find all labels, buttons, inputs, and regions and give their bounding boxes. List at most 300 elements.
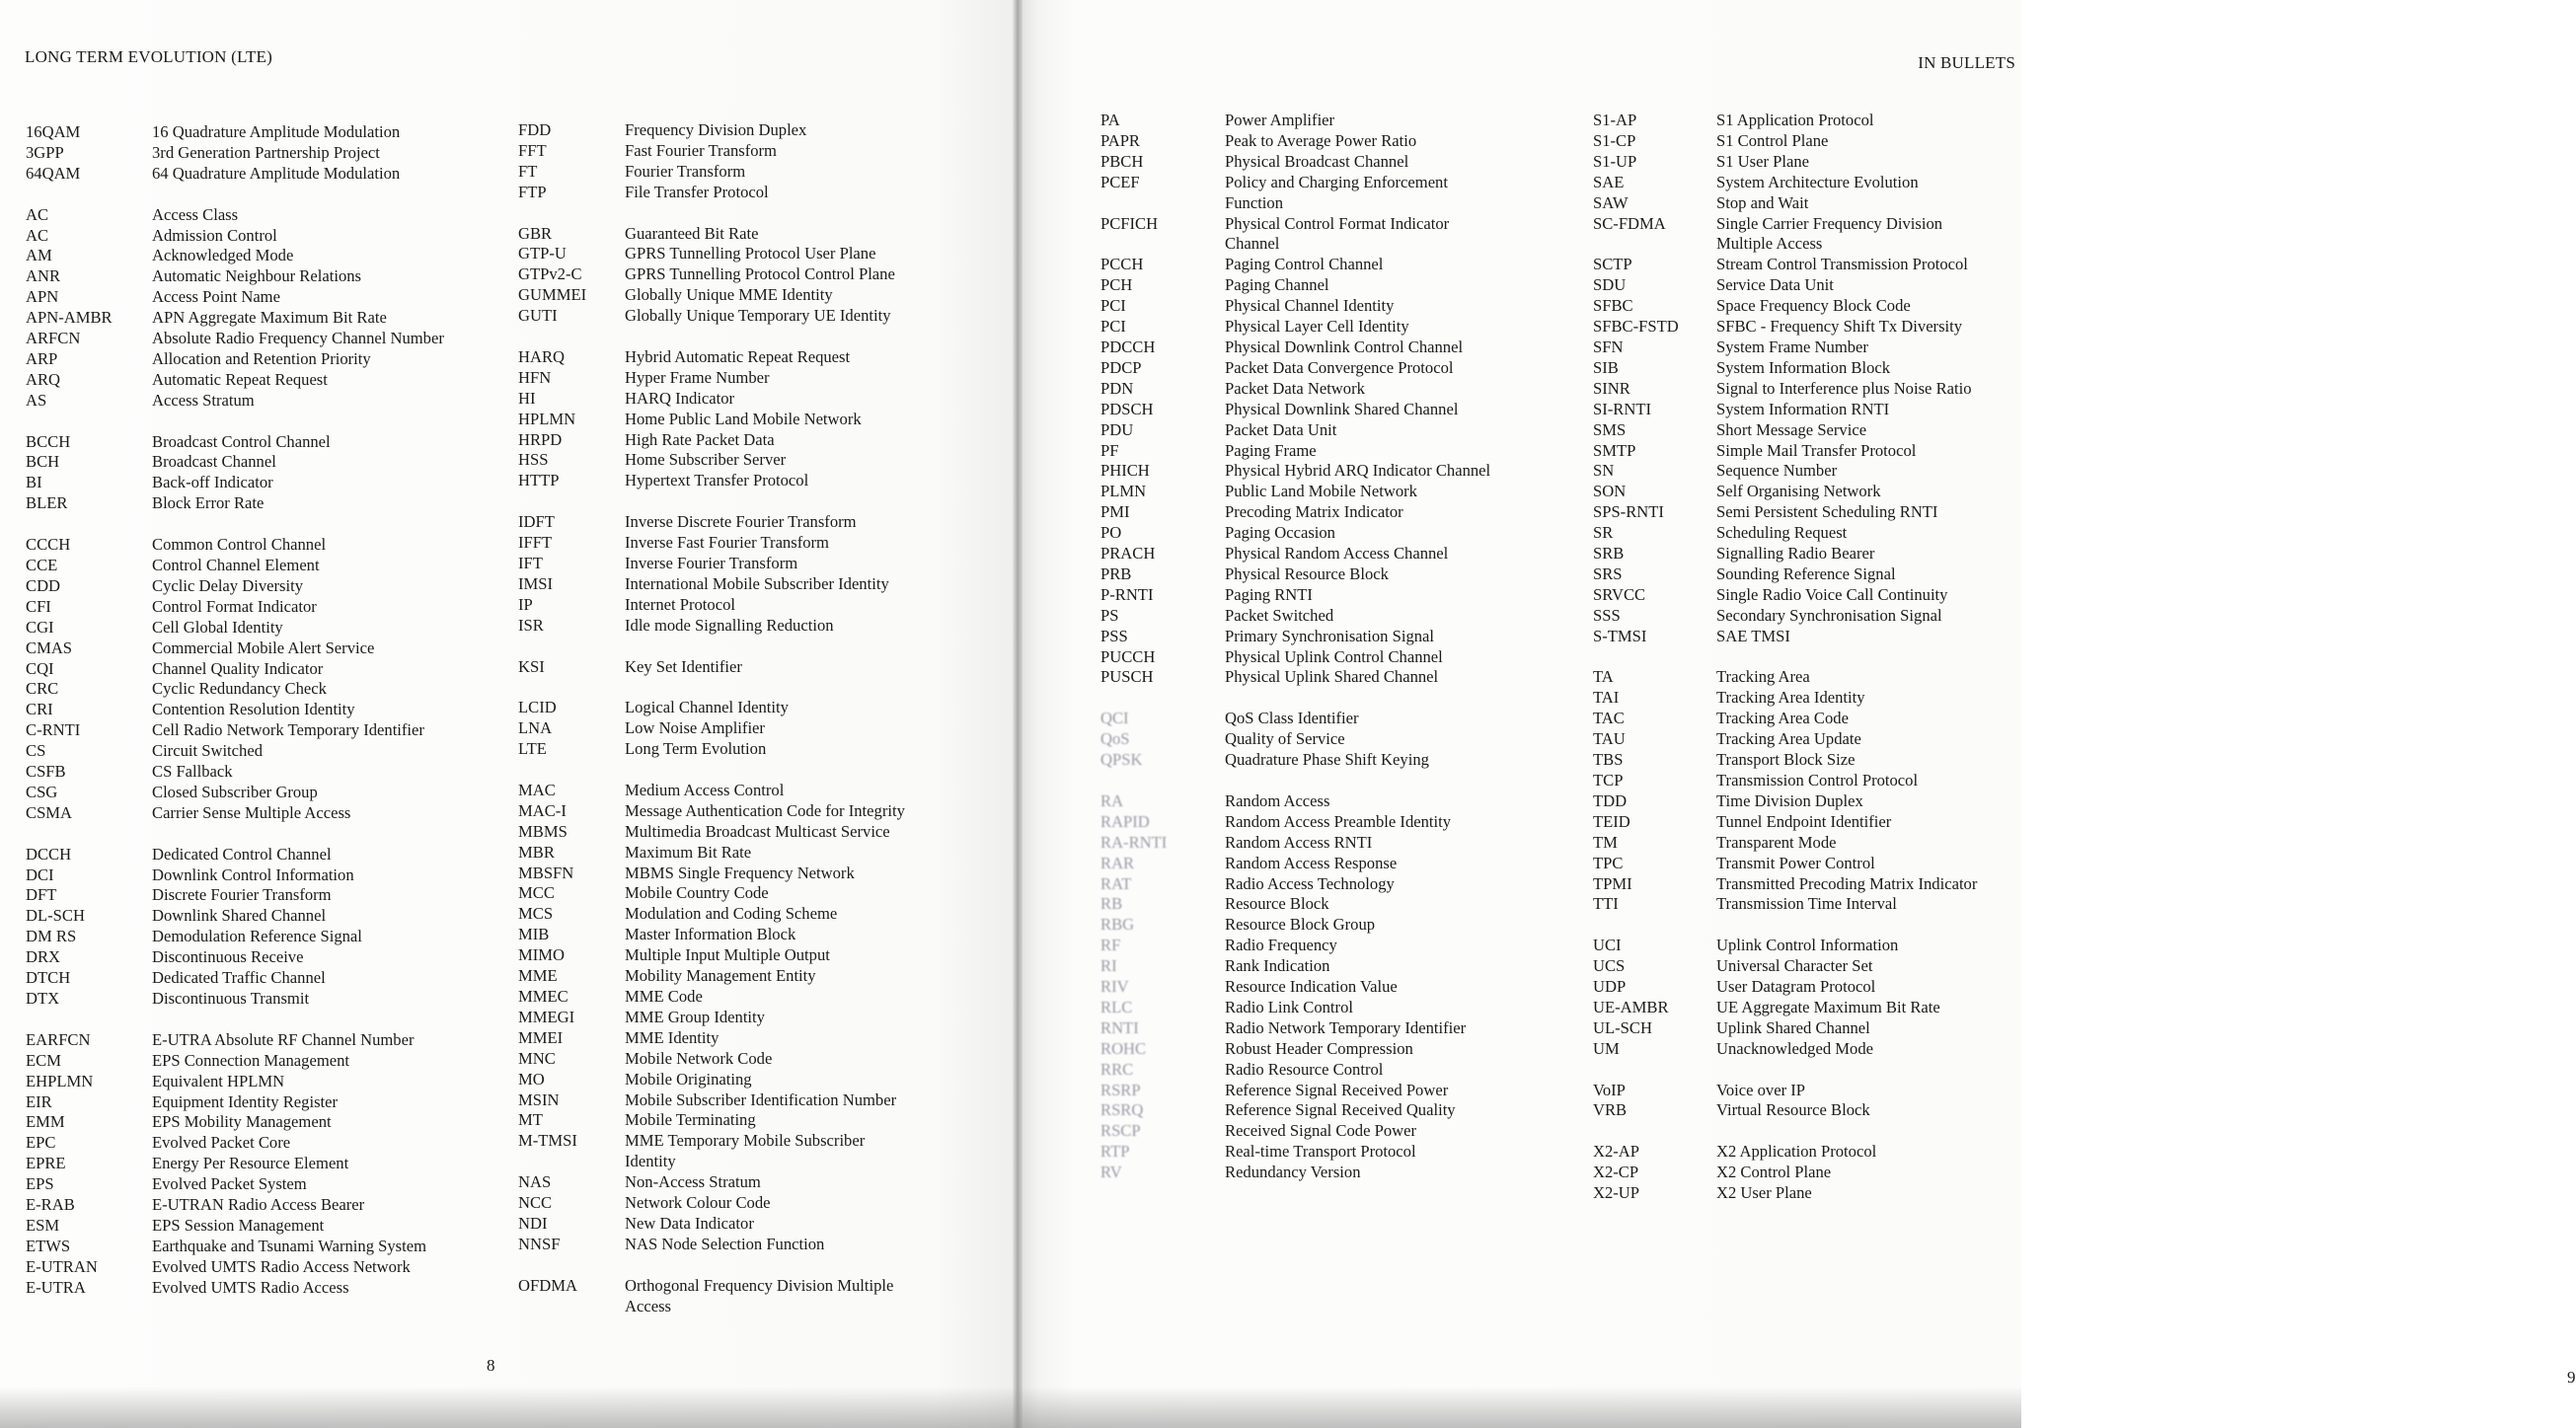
abbreviation-term: RB: [1100, 894, 1123, 914]
abbreviation-definition: Paging Frame: [1225, 440, 1317, 460]
abbreviation-definition: Evolved Packet System: [152, 1174, 307, 1194]
abbreviation-definition: Physical Layer Cell Identity: [1225, 317, 1409, 337]
abbreviation-entry: [26, 762, 444, 783]
page-bottom-shadow: [0, 1387, 2021, 1428]
abbreviation-entry: [1593, 400, 1977, 420]
abbreviation-term: VoIP: [1593, 1080, 1626, 1099]
abbreviation-term: PDN: [1100, 378, 1134, 398]
abbreviation-definition: Home Public Land Mobile Network: [625, 409, 862, 428]
abbreviation-definition: Evolved UMTS Radio Access: [152, 1277, 349, 1297]
abbreviation-entry: [518, 1214, 905, 1235]
abbreviation-term: CSG: [26, 782, 58, 801]
abbreviation-entry: [1100, 296, 1490, 317]
abbreviation-definition: Frequency Division Duplex: [625, 120, 807, 139]
abbreviation-definition: Dedicated Traffic Channel: [152, 968, 326, 988]
abbreviation-definition: Signal to Interference plus Noise Ratio: [1716, 378, 1972, 398]
abbreviation-term: PRB: [1100, 564, 1132, 583]
abbreviation-term: AC: [26, 225, 49, 245]
abbreviation-entry: [1100, 275, 1490, 296]
abbreviation-entry: [1100, 585, 1490, 606]
abbreviation-definition: S1 User Plane: [1716, 151, 1810, 171]
abbreviation-term: IFFT: [518, 533, 553, 553]
abbreviation-definition: Network Colour Code: [625, 1193, 771, 1213]
abbreviation-definition: Downlink Shared Channel: [152, 906, 327, 926]
abbreviation-definition: MME Group Identity: [625, 1007, 765, 1026]
abbreviation-definition: Peak to Average Power Ratio: [1225, 130, 1417, 150]
abbreviation-entry: [26, 783, 444, 803]
abbreviation-term: CMAS: [26, 638, 73, 657]
abbreviation-definition: Hyper Frame Number: [625, 367, 770, 387]
abbreviation-entry: [518, 945, 905, 966]
abbreviation-entry: [1100, 1081, 1490, 1101]
abbreviation-entry: [26, 927, 444, 947]
abbreviation-term: RF: [1100, 936, 1121, 955]
abbreviation-definition: Packet Data Network: [1225, 378, 1365, 398]
abbreviation-term: SMTP: [1593, 440, 1636, 460]
abbreviation-term: AM: [26, 246, 52, 265]
abbreviation-entry: [26, 1092, 444, 1113]
abbreviation-definition: Transmit Power Control: [1716, 853, 1875, 872]
abbreviation-term: MMEC: [518, 986, 568, 1006]
abbreviation-term: KSI: [518, 656, 545, 676]
abbreviation-entry: [26, 1133, 444, 1154]
abbreviation-term: DL-SCH: [26, 906, 85, 926]
abbreviation-definition: Control Channel Element: [152, 555, 320, 574]
abbreviation-entry: [26, 535, 444, 556]
abbreviation-entry: [518, 1028, 905, 1049]
abbreviation-term: RA-RNTI: [1100, 832, 1168, 852]
abbreviation-definition: Unacknowledged Mode: [1716, 1038, 1873, 1058]
abbreviation-term: RNTI: [1100, 1017, 1139, 1037]
abbreviation-entry: [1593, 482, 1977, 502]
abbreviation-entry: [1593, 627, 1977, 647]
abbreviation-definition: Physical Downlink Shared Channel: [1225, 399, 1459, 418]
abbreviation-definition: Reference Signal Received Quality: [1225, 1100, 1456, 1120]
abbreviation-term: PDCCH: [1100, 337, 1156, 356]
abbreviation-entry: [1100, 441, 1490, 462]
abbreviation-entry: [518, 471, 905, 491]
abbreviation-definition: MME Temporary Mobile Subscriber: [625, 1131, 866, 1151]
abbreviation-definition: Rank Indication: [1225, 956, 1330, 976]
abbreviation-term: NDI: [518, 1213, 548, 1233]
abbreviation-term: SRB: [1593, 544, 1625, 564]
abbreviation-entry: [26, 122, 444, 143]
abbreviation-definition: Inverse Discrete Fourier Transform: [625, 512, 857, 532]
abbreviation-definition: Acknowledged Mode: [152, 246, 294, 265]
abbreviation-definition: Closed Subscriber Group: [152, 782, 318, 801]
entry-spacer: [518, 203, 905, 224]
abbreviation-entry: [26, 679, 444, 700]
abbreviation-definition: Broadcast Channel: [152, 452, 276, 472]
abbreviation-term: CS: [26, 741, 46, 761]
abbreviation-entry: [26, 618, 444, 639]
abbreviation-term: MIB: [518, 925, 550, 944]
abbreviation-definition: Resource Indication Value: [1225, 977, 1398, 997]
abbreviation-term: PRACH: [1100, 544, 1156, 564]
abbreviation-term: MAC-I: [518, 800, 567, 820]
abbreviation-entry: [1593, 667, 1977, 688]
abbreviation-definition: Broadcast Control Channel: [152, 431, 331, 451]
abbreviation-entry: [518, 822, 905, 843]
abbreviation-entry: [518, 739, 905, 760]
abbreviation-definition: MME Code: [625, 986, 703, 1006]
abbreviation-entry: [518, 1172, 905, 1193]
abbreviation-term: PSS: [1100, 626, 1128, 645]
abbreviation-definition: Precoding Matrix Indicator: [1225, 502, 1403, 522]
abbreviation-term: RRC: [1100, 1059, 1134, 1079]
abbreviation-term: X2-CP: [1593, 1163, 1639, 1182]
entry-spacer: [518, 327, 905, 347]
abbreviation-term: GUMMEI: [518, 285, 587, 305]
abbreviation-term: EPRE: [26, 1154, 66, 1173]
abbreviation-entry: [26, 391, 444, 412]
abbreviation-definition: Orthogonal Frequency Division Multiple: [625, 1275, 894, 1295]
abbreviation-entry: [1100, 1142, 1490, 1163]
entry-spacer: [1100, 688, 1490, 709]
abbreviation-term: TAU: [1593, 729, 1626, 749]
abbreviation-term: GBR: [518, 223, 553, 243]
abbreviation-definition: Channel Quality Indicator: [152, 658, 324, 678]
abbreviation-definition: Transparent Mode: [1716, 832, 1837, 852]
abbreviation-definition: System Information Block: [1716, 357, 1891, 377]
abbreviation-term: PCEF: [1100, 172, 1140, 191]
abbreviation-definition: Policy and Charging Enforcement: [1225, 172, 1448, 191]
abbreviation-entry: [518, 698, 905, 718]
entry-spacer: [26, 412, 444, 432]
abbreviation-term: RTP: [1100, 1142, 1130, 1162]
abbreviation-entry: [518, 1235, 905, 1255]
abbreviation-definition: Quality of Service: [1225, 729, 1345, 749]
abbreviation-entry: [1593, 214, 1977, 235]
abbreviation-definition: Home Subscriber Server: [625, 450, 787, 470]
entry-spacer: [26, 824, 444, 845]
abbreviation-term: PS: [1100, 605, 1119, 625]
abbreviation-term: HFN: [518, 367, 552, 387]
abbreviation-entry: [1100, 750, 1490, 771]
abbreviation-definition: Discontinuous Transmit: [152, 989, 310, 1008]
abbreviation-definition: Virtual Resource Block: [1716, 1100, 1870, 1120]
abbreviation-definition: System Architecture Evolution: [1716, 172, 1919, 191]
abbreviation-entry: [1100, 956, 1490, 977]
abbreviation-term: MIMO: [518, 945, 566, 965]
abbreviation-definition: Evolved UMTS Radio Access Network: [152, 1256, 411, 1276]
abbreviation-term: MAC: [518, 780, 556, 799]
abbreviation-definition: Cell Radio Network Temporary Identifier: [152, 720, 424, 740]
abbreviation-term: HTTP: [518, 471, 560, 490]
abbreviation-column-2: [518, 120, 905, 1316]
abbreviation-definition: Allocation and Retention Priority: [152, 348, 371, 368]
abbreviation-definition: Multiple Input Multiple Output: [625, 945, 830, 965]
abbreviation-entry: [26, 700, 444, 720]
abbreviation-term: SCTP: [1593, 255, 1632, 274]
abbreviation-definition: GPRS Tunnelling Protocol Control Plane: [625, 264, 895, 284]
abbreviation-entry: [1100, 812, 1490, 833]
abbreviation-term: ESM: [26, 1215, 60, 1235]
abbreviation-entry: [1100, 833, 1490, 854]
abbreviation-entry: [1593, 275, 1977, 296]
abbreviation-definition: S1 Control Plane: [1716, 130, 1829, 150]
abbreviation-entry: [1593, 173, 1977, 193]
abbreviation-definition: Common Control Channel: [152, 535, 327, 555]
abbreviation-term: E-UTRAN: [26, 1256, 98, 1276]
abbreviation-entry: [518, 616, 905, 637]
abbreviation-term: HARQ: [518, 346, 566, 366]
abbreviation-definition: Fourier Transform: [625, 161, 746, 181]
abbreviation-term: FDD: [518, 120, 552, 139]
abbreviation-entry: [518, 883, 905, 904]
abbreviation-definition: Transmission Time Interval: [1716, 894, 1897, 914]
abbreviation-entry: [1100, 606, 1490, 627]
abbreviation-definition: Paging Occasion: [1225, 523, 1335, 543]
abbreviation-definition: Discrete Fourier Transform: [152, 885, 332, 905]
abbreviation-definition: APN Aggregate Maximum Bit Rate: [152, 308, 387, 328]
abbreviation-definition: Semi Persistent Scheduling RNTI: [1716, 502, 1938, 522]
abbreviation-term: MNC: [518, 1048, 556, 1068]
abbreviation-entry: [1100, 523, 1490, 544]
abbreviation-term: HSS: [518, 450, 549, 470]
abbreviation-entry: [1100, 791, 1490, 812]
abbreviation-definition: Mobile Originating: [625, 1069, 752, 1089]
abbreviation-entry: [518, 120, 905, 141]
abbreviation-term: EARFCN: [26, 1029, 91, 1049]
entry-spacer: [1593, 915, 1977, 936]
abbreviation-term: MO: [518, 1069, 545, 1089]
abbreviation-term: UE-AMBR: [1593, 997, 1669, 1016]
abbreviation-term: AS: [26, 390, 47, 410]
abbreviation-entry: [1100, 461, 1490, 482]
abbreviation-entry: [1100, 709, 1490, 729]
abbreviation-definition: Simple Mail Transfer Protocol: [1716, 440, 1917, 460]
abbreviation-definition: MME Identity: [625, 1027, 720, 1047]
abbreviation-definition: X2 Control Plane: [1716, 1163, 1832, 1182]
abbreviation-entry: [1593, 420, 1977, 441]
abbreviation-entry: [26, 906, 444, 927]
abbreviation-term: ETWS: [26, 1236, 71, 1255]
abbreviation-term: DRX: [26, 947, 61, 967]
abbreviation-term: TPC: [1593, 853, 1624, 872]
abbreviation-definition: Public Land Mobile Network: [1225, 482, 1417, 501]
abbreviation-entry: [1593, 729, 1977, 750]
abbreviation-definition: Stop and Wait: [1716, 192, 1809, 212]
abbreviation-entry: [1593, 234, 1977, 255]
abbreviation-entry: [26, 226, 444, 247]
abbreviation-entry: [1593, 152, 1977, 173]
abbreviation-term: RLC: [1100, 997, 1133, 1016]
abbreviation-definition: Physical Random Access Channel: [1225, 544, 1449, 564]
abbreviation-entry: [1593, 812, 1977, 833]
abbreviation-definition: Radio Link Control: [1225, 997, 1353, 1016]
abbreviation-definition: Multiple Access: [1716, 234, 1823, 254]
abbreviation-entry: [1100, 874, 1490, 895]
abbreviation-term: NNSF: [518, 1234, 561, 1253]
abbreviation-term: LNA: [518, 718, 553, 738]
abbreviation-entry: [26, 493, 444, 514]
abbreviation-term: SINR: [1593, 378, 1630, 398]
abbreviation-term: VRB: [1593, 1100, 1628, 1120]
abbreviation-entry: [26, 164, 444, 185]
abbreviation-entry: [1100, 400, 1490, 420]
abbreviation-definition: Cell Global Identity: [152, 617, 283, 637]
abbreviation-definition: Block Error Rate: [152, 493, 265, 513]
abbreviation-definition: Physical Resource Block: [1225, 564, 1389, 583]
abbreviation-entry: [518, 1090, 905, 1111]
abbreviation-entry: [1100, 936, 1490, 956]
abbreviation-entry: [26, 803, 444, 824]
abbreviation-entry: [1100, 111, 1490, 131]
abbreviation-entry: [1100, 502, 1490, 523]
abbreviation-entry: [518, 1152, 905, 1172]
abbreviation-entry: [26, 1174, 444, 1195]
abbreviation-entry: [1593, 441, 1977, 462]
abbreviation-definition: E-UTRA Absolute RF Channel Number: [152, 1029, 415, 1049]
abbreviation-entry: [1100, 1018, 1490, 1039]
abbreviation-definition: Physical Uplink Control Channel: [1225, 646, 1443, 666]
abbreviation-entry: [1100, 564, 1490, 585]
abbreviation-entry: [1593, 688, 1977, 709]
abbreviation-term: CCCH: [26, 535, 71, 555]
abbreviation-term: C-RNTI: [26, 720, 81, 740]
abbreviation-term: PCI: [1100, 296, 1126, 316]
abbreviation-entry: [1593, 1142, 1977, 1163]
entry-spacer: [26, 185, 444, 205]
abbreviation-definition: Random Access Response: [1225, 853, 1398, 872]
abbreviation-entry: [1593, 317, 1977, 338]
abbreviation-definition: Tracking Area Identity: [1716, 688, 1865, 708]
abbreviation-entry: [1593, 461, 1977, 482]
abbreviation-definition: Radio Network Temporary Identifier: [1225, 1017, 1467, 1037]
abbreviation-entry: [26, 143, 444, 164]
abbreviation-term: IP: [518, 594, 533, 614]
abbreviation-column-3: [1100, 111, 1490, 1183]
abbreviation-entry: [1593, 255, 1977, 275]
left-page: [0, 0, 1017, 1428]
page-number-left: 8: [487, 1356, 495, 1375]
abbreviation-term: TCP: [1593, 770, 1624, 789]
abbreviation-definition: Key Set Identifier: [625, 656, 742, 676]
abbreviation-definition: Random Access: [1225, 790, 1330, 810]
entry-spacer: [518, 760, 905, 781]
abbreviation-term: FFT: [518, 140, 547, 160]
abbreviation-entry: [518, 1193, 905, 1214]
abbreviation-term: UDP: [1593, 977, 1627, 997]
abbreviation-definition: Resource Block: [1225, 894, 1329, 914]
abbreviation-entry: [26, 989, 444, 1010]
abbreviation-term: PDSCH: [1100, 399, 1154, 418]
abbreviation-term: SSS: [1593, 605, 1621, 625]
abbreviation-entry: [26, 1154, 444, 1174]
abbreviation-entry: [26, 287, 444, 308]
abbreviation-definition: Globally Unique MME Identity: [625, 285, 833, 305]
abbreviation-entry: [518, 781, 905, 801]
abbreviation-definition: 16 Quadrature Amplitude Modulation: [152, 122, 401, 141]
abbreviation-term: ISR: [518, 615, 544, 635]
abbreviation-entry: [1100, 729, 1490, 750]
abbreviation-entry: [518, 595, 905, 616]
abbreviation-term: RBG: [1100, 915, 1135, 935]
abbreviation-definition: System Frame Number: [1716, 337, 1868, 356]
abbreviation-definition: International Mobile Subscriber Identity: [625, 573, 889, 593]
abbreviation-definition: Transmission Control Protocol: [1716, 770, 1919, 789]
abbreviation-definition: Equipment Identity Register: [152, 1091, 339, 1111]
abbreviation-entry: [1593, 1183, 1977, 1204]
abbreviation-entry: [518, 450, 905, 471]
abbreviation-entry: [518, 657, 905, 678]
abbreviation-entry: [26, 947, 444, 968]
abbreviation-term: IFT: [518, 553, 543, 572]
running-head-right: IN BULLETS: [1918, 53, 2015, 72]
abbreviation-entry: [1593, 894, 1977, 915]
abbreviation-term: GUTI: [518, 306, 558, 326]
abbreviation-entry: [26, 741, 444, 762]
abbreviation-definition: Space Frequency Block Code: [1716, 296, 1911, 316]
abbreviation-definition: Physical Hybrid ARQ Indicator Channel: [1225, 461, 1491, 481]
abbreviation-term: PAPR: [1100, 130, 1140, 150]
abbreviation-definition: Back-off Indicator: [152, 473, 273, 492]
abbreviation-definition: Message Authentication Code for Integrity: [625, 800, 905, 820]
abbreviation-definition: Earthquake and Tsunami Warning System: [152, 1236, 427, 1255]
abbreviation-definition: Identity: [625, 1152, 676, 1171]
abbreviation-term: MBMS: [518, 821, 568, 841]
abbreviation-definition: Scheduling Request: [1716, 523, 1848, 543]
page-number-right: 9: [2567, 1368, 2576, 1387]
abbreviation-entry: [1593, 977, 1977, 998]
abbreviation-definition: Uplink Control Information: [1716, 936, 1899, 955]
abbreviation-entry: [26, 370, 444, 391]
abbreviation-term: DTX: [26, 989, 60, 1008]
abbreviation-definition: MBMS Single Frequency Network: [625, 863, 855, 882]
abbreviation-term: CSMA: [26, 802, 73, 822]
abbreviation-term: PF: [1100, 440, 1119, 460]
abbreviation-definition: Long Term Evolution: [625, 739, 767, 759]
abbreviation-term: BCH: [26, 452, 60, 472]
abbreviation-definition: Redundancy Version: [1225, 1163, 1361, 1182]
abbreviation-term: P-RNTI: [1100, 584, 1154, 604]
abbreviation-entry: [1100, 1060, 1490, 1081]
abbreviation-definition: Cyclic Delay Diversity: [152, 575, 303, 595]
abbreviation-term: X2-UP: [1593, 1183, 1640, 1203]
abbreviation-entry: [1100, 894, 1490, 915]
abbreviation-entry: [1593, 379, 1977, 400]
abbreviation-definition: Mobile Subscriber Identification Number: [625, 1090, 897, 1109]
abbreviation-entry: [1593, 131, 1977, 152]
abbreviation-term: TA: [1593, 667, 1614, 687]
abbreviation-entry: [518, 1070, 905, 1090]
abbreviation-definition: Commercial Mobile Alert Service: [152, 638, 375, 657]
abbreviation-term: SAW: [1593, 192, 1629, 212]
abbreviation-term: PHICH: [1100, 461, 1150, 481]
abbreviation-term: M-TMSI: [518, 1131, 577, 1151]
abbreviation-term: SAE: [1593, 172, 1625, 191]
abbreviation-definition: Packet Data Convergence Protocol: [1225, 357, 1454, 377]
abbreviation-definition: Evolved Packet Core: [152, 1133, 291, 1153]
abbreviation-term: PO: [1100, 523, 1122, 543]
abbreviation-term: PBCH: [1100, 151, 1144, 171]
abbreviation-term: SRS: [1593, 564, 1623, 583]
abbreviation-term: DFT: [26, 885, 57, 905]
abbreviation-term: HI: [518, 388, 536, 408]
abbreviation-definition: Circuit Switched: [152, 741, 263, 761]
abbreviation-term: SN: [1593, 461, 1615, 481]
entry-spacer: [1100, 771, 1490, 791]
abbreviation-term: QoS: [1100, 729, 1130, 749]
abbreviation-entry: [518, 162, 905, 183]
abbreviation-entry: [26, 308, 444, 329]
entry-spacer: [518, 677, 905, 698]
abbreviation-definition: Idle mode Signalling Reduction: [625, 615, 834, 635]
abbreviation-definition: Packet Switched: [1225, 605, 1334, 625]
abbreviation-term: TPMI: [1593, 873, 1632, 893]
abbreviation-entry: [1100, 131, 1490, 152]
